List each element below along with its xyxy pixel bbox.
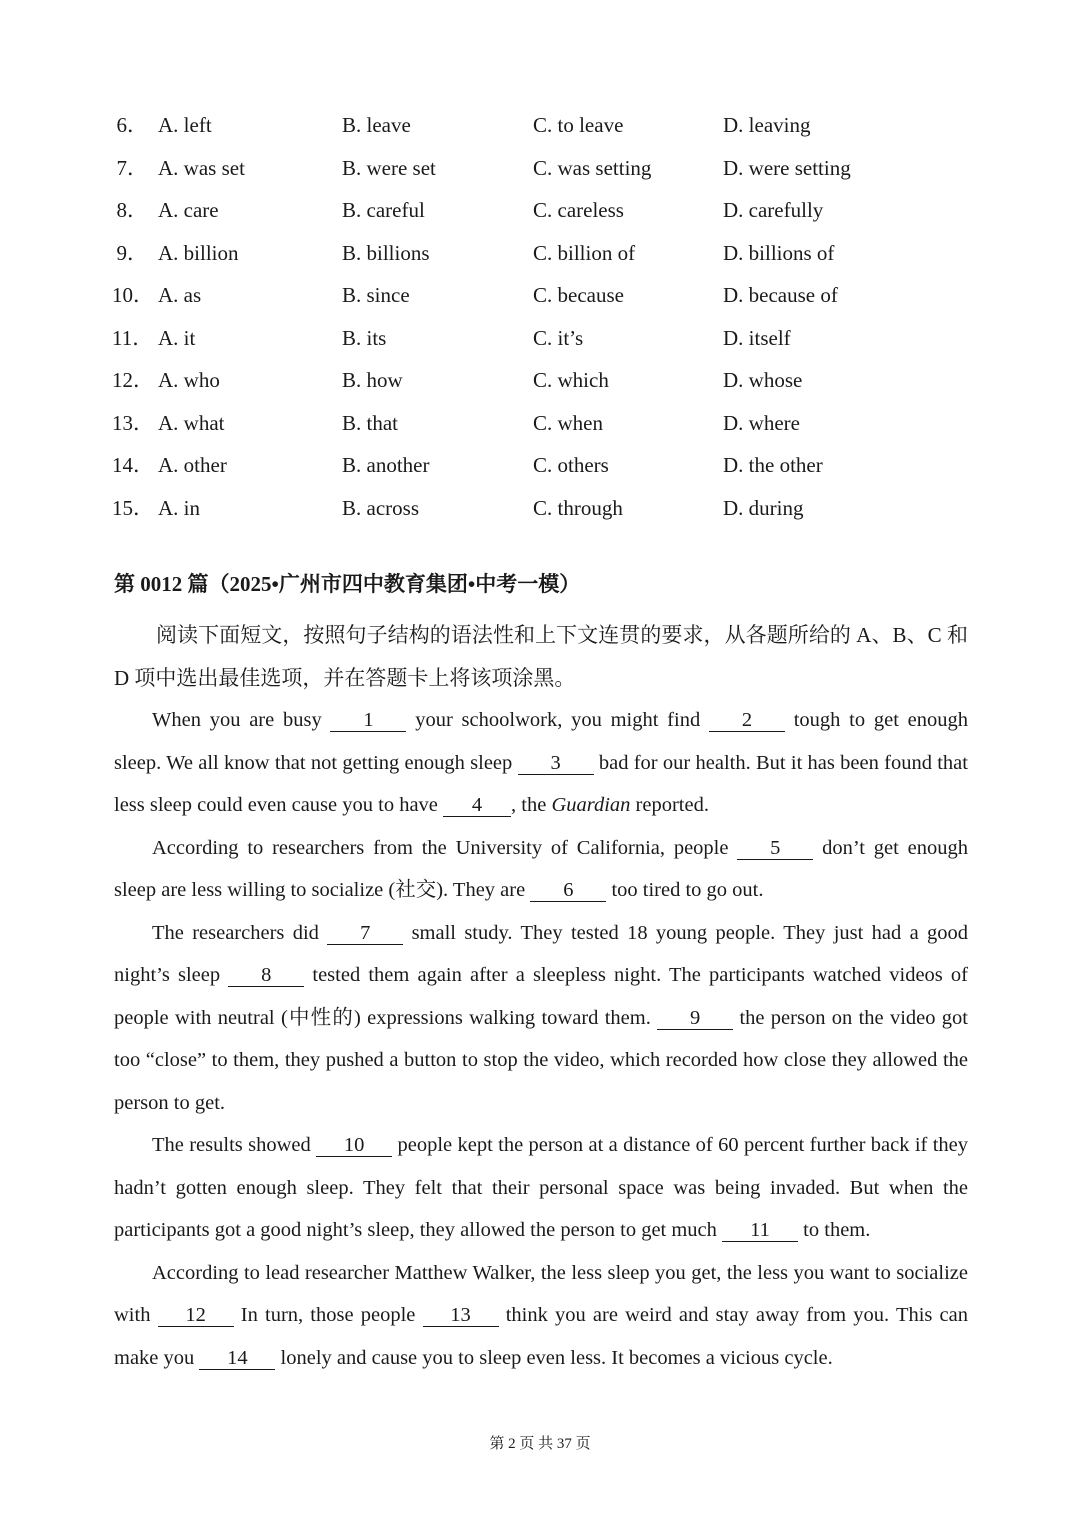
- option-row: [0, 232, 1080, 275]
- option-a: A. other: [158, 453, 227, 477]
- text-run: , the: [511, 794, 552, 816]
- question-number: 13．: [112, 410, 154, 435]
- blank-5: 5: [737, 837, 813, 860]
- text-run: reported.: [630, 794, 709, 816]
- passage-paragraph-4: [114, 1124, 968, 1252]
- question-number: 11．: [112, 325, 154, 350]
- option-b: B. another: [342, 453, 430, 477]
- option-b: B. were set: [342, 155, 436, 180]
- option-c: C. when: [533, 410, 603, 435]
- option-d: D. where: [723, 410, 800, 435]
- text-run: don’t get enough sleep are less willing to socialize (社交). They are: [114, 836, 969, 901]
- option-a: A. it: [158, 325, 196, 350]
- option-row: [0, 317, 1080, 360]
- text-run: According to researchers from the University of California, people: [152, 836, 738, 859]
- option-b: B. leave: [342, 113, 411, 137]
- option-c: C. billion of: [533, 240, 636, 265]
- blank-2: 2: [709, 709, 785, 732]
- option-b: B. how: [342, 368, 403, 392]
- text-run: The researchers did: [152, 921, 328, 944]
- option-row: [0, 274, 1080, 317]
- text-run: When you are busy: [152, 709, 331, 731]
- text-run: According to lead researcher Matthew Walker, the less sleep you get, the less you want to socialize with: [114, 1261, 968, 1326]
- question-number: 9．: [116, 240, 148, 265]
- question-number: 10．: [112, 283, 154, 307]
- option-b: B. across: [342, 495, 419, 520]
- option-a: A. billion: [158, 240, 239, 265]
- option-b: B. its: [342, 325, 387, 350]
- question-number: 15．: [112, 495, 154, 520]
- option-a: A. was set: [158, 155, 245, 180]
- option-d: D. carefully: [723, 198, 824, 222]
- page-number-footer: 第 2 页 共 37 页: [489, 1436, 591, 1452]
- text-run: lonely and cause you to sleep even less. It becomes a vicious cycle.: [275, 1346, 833, 1369]
- option-d: D. during: [723, 495, 804, 520]
- question-number: 6．: [116, 113, 148, 137]
- text-run: In turn, those people: [233, 1304, 423, 1326]
- blank-12: 12: [158, 1304, 234, 1327]
- option-d: D. were setting: [723, 155, 851, 180]
- newspaper-name: Guardian: [551, 794, 631, 816]
- blank-7: 7: [327, 922, 403, 945]
- text-run: tough to get enough sleep. We all know that not getting enough sleep: [114, 709, 968, 774]
- blank-10: 10: [316, 1134, 392, 1157]
- question-number: 14．: [112, 453, 154, 477]
- passage-paragraph-1: [114, 699, 968, 827]
- text-run: your schoolwork, you might find: [406, 709, 709, 731]
- option-d: D. the other: [723, 453, 823, 477]
- blank-4: 4: [443, 794, 511, 817]
- question-number: 7．: [116, 155, 148, 180]
- option-d: D. whose: [723, 368, 803, 392]
- option-a: A. what: [158, 410, 225, 435]
- blank-8: 8: [228, 964, 304, 987]
- option-row: [0, 147, 1080, 190]
- option-a: A. as: [158, 283, 202, 307]
- blank-11: 11: [722, 1219, 798, 1242]
- option-b: B. that: [342, 410, 398, 435]
- passage: [114, 699, 968, 1379]
- option-c: C. it’s: [533, 325, 584, 350]
- option-c: C. which: [533, 368, 609, 392]
- text-run: think you are weird and stay away from you. This can make you: [114, 1304, 968, 1369]
- option-a: A. who: [158, 368, 220, 392]
- question-number: 12．: [112, 368, 154, 392]
- blank-3: 3: [518, 752, 594, 775]
- passage-paragraph-3: [114, 912, 968, 1125]
- option-b: B. since: [342, 283, 410, 307]
- option-c: C. others: [533, 453, 609, 477]
- blank-13: 13: [423, 1304, 499, 1327]
- instructions-text: 阅读下面短文，按照句子结构的语法性和上下文连贯的要求，从各题所给的 A、B、C 和 D 项中选出最佳选项，并在答题卡上将该项涂黑。: [114, 623, 968, 690]
- option-a: A. left: [158, 113, 212, 137]
- option-c: C. to leave: [533, 113, 624, 137]
- text-run: tested them again after a sleepless night. The participants watched videos of people with neutral (中性的) expressions walking toward them.: [114, 964, 969, 1029]
- blank-6: 6: [530, 879, 606, 902]
- option-c: C. was setting: [533, 155, 652, 180]
- passage-paragraph-2: [114, 827, 968, 912]
- option-row: [0, 104, 1080, 147]
- option-b: B. careful: [342, 198, 425, 222]
- option-b: B. billions: [342, 240, 430, 265]
- option-row: [0, 189, 1080, 232]
- options-list: [0, 104, 1080, 529]
- text-run: The results showed: [152, 1134, 317, 1156]
- option-row: [0, 444, 1080, 487]
- option-a: A. in: [158, 495, 200, 520]
- text-run: bad for our health. But it has been found that less sleep could even cause you to have: [114, 751, 968, 816]
- option-d: D. because of: [723, 283, 838, 307]
- question-number: 8．: [116, 198, 148, 222]
- text-run: small study. They tested 18 young people. They just had a good night’s sleep: [114, 921, 968, 986]
- passage-paragraph-5: [114, 1252, 968, 1380]
- option-d: D. leaving: [723, 113, 811, 137]
- option-row: [0, 359, 1080, 402]
- text-run: the person on the video got too “close” to them, they pushed a button to stop the video, which recorded how close they allowed the person to get.: [114, 1006, 968, 1114]
- option-d: D. billions of: [723, 240, 835, 265]
- text-run: to them.: [798, 1219, 871, 1241]
- blank-14: 14: [199, 1347, 275, 1370]
- text-run: people kept the person at a distance of 60 percent further back if they hadn’t gotten enough sleep. They felt that their personal space was being invaded. But when the participants got a good night’s sleep, they allowed the person to get much: [114, 1134, 968, 1241]
- section-heading: 第 0012 篇（2025•广州市四中教育集团•中考一模）: [114, 572, 581, 596]
- option-row: [0, 487, 1080, 530]
- option-c: C. careless: [533, 198, 624, 222]
- text-run: too tired to go out.: [606, 879, 764, 901]
- option-a: A. care: [158, 198, 219, 222]
- option-c: C. through: [533, 495, 623, 520]
- option-row: [0, 402, 1080, 445]
- blank-1: 1: [330, 709, 406, 732]
- blank-9: 9: [657, 1007, 733, 1030]
- option-c: C. because: [533, 283, 624, 307]
- option-d: D. itself: [723, 325, 791, 350]
